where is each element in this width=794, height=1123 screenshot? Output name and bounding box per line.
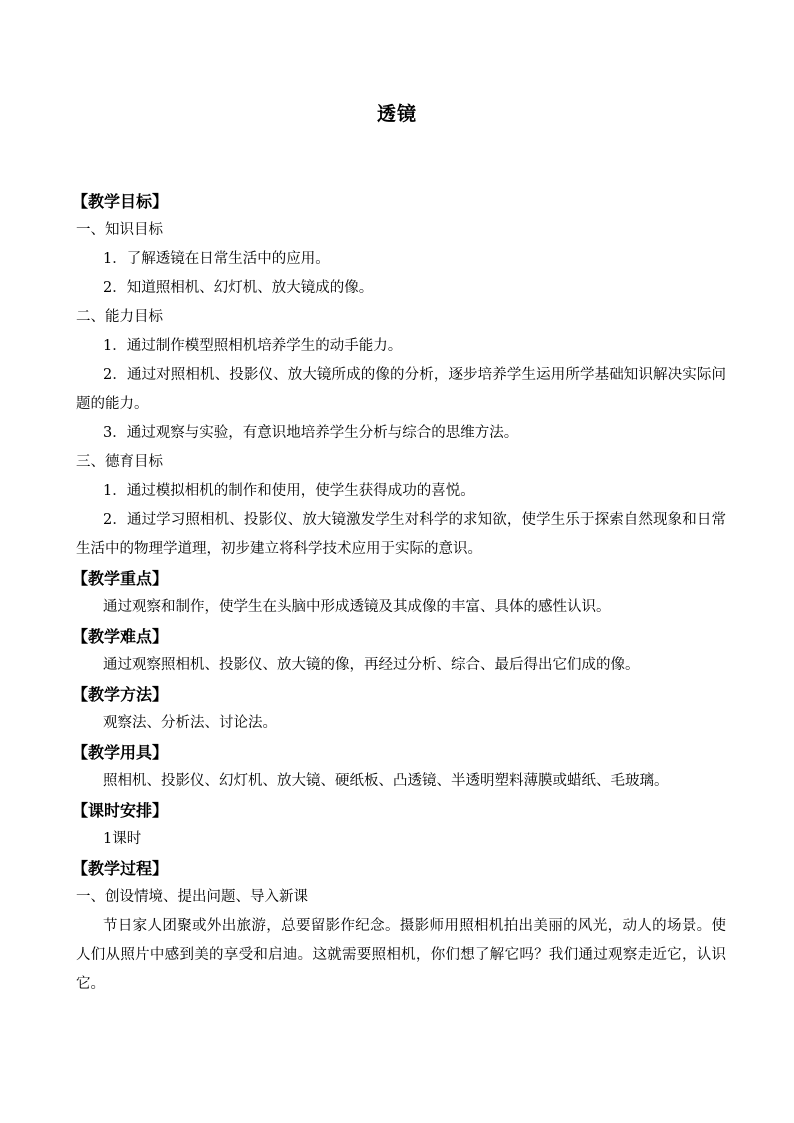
paragraph-process: 节日家人团聚或外出旅游，总要留影作纪念。摄影师用照相机拍出美丽的风光，动人的场景。使人们从照片中感到美的享受和启迪。这就需要照相机，你们想了解它吗？我们通过观察走近它，认识它。 bbox=[76, 918, 726, 992]
paragraph-ability-3: 3．通过观察与实验，有意识地培养学生分析与综合的思维方法。 bbox=[103, 425, 519, 441]
document-body bbox=[72, 187, 726, 999]
paragraph-knowledge-2: 2．知道照相机、幻灯机、放大镜成的像。 bbox=[103, 280, 374, 296]
paragraph-ability-1: 1．通过制作模型照相机培养学生的动手能力。 bbox=[103, 338, 403, 354]
subsection-title-knowledge: 一、知识目标 bbox=[76, 222, 163, 238]
paragraph-knowledge-1: 1．了解透镜在日常生活中的应用。 bbox=[103, 251, 330, 267]
section-heading-focus: 【教学重点】 bbox=[72, 569, 169, 588]
paragraph-method: 观察法、分析法、讨论法。 bbox=[103, 715, 277, 731]
section-heading-schedule: 【课时安排】 bbox=[72, 801, 169, 820]
paragraph-moral-2: 2．通过学习照相机、投影仪、放大镜激发学生对科学的求知欲，使学生乐于探索自然现象和日常生活中的物理学道理，初步建立将科学技术应用于实际的意识。 bbox=[76, 512, 726, 557]
paragraph-tools: 照相机、投影仪、幻灯机、放大镜、硬纸板、凸透镜、半透明塑料薄膜或蜡纸、毛玻璃。 bbox=[103, 773, 669, 789]
paragraph-ability-2: 2．通过对照相机、投影仪、放大镜所成的像的分析，逐步培养学生运用所学基础知识解决实际问题的能力。 bbox=[76, 367, 726, 412]
section-heading-goals: 【教学目标】 bbox=[72, 192, 169, 211]
section-heading-method: 【教学方法】 bbox=[72, 685, 169, 704]
document-title: 透镜 bbox=[376, 103, 417, 125]
subsection-title-process: 一、创设情境、提出问题、导入新课 bbox=[76, 889, 308, 905]
paragraph-schedule: 1课时 bbox=[103, 831, 142, 847]
paragraph-difficulty: 通过观察照相机、投影仪、放大镜的像，再经过分析、综合、最后得出它们成的像。 bbox=[103, 657, 640, 673]
subsection-title-moral: 三、德育目标 bbox=[76, 454, 163, 470]
section-heading-process: 【教学过程】 bbox=[72, 859, 169, 878]
section-heading-difficulty: 【教学难点】 bbox=[72, 627, 169, 646]
subsection-title-ability: 二、能力目标 bbox=[76, 309, 163, 325]
section-heading-tools: 【教学用具】 bbox=[72, 743, 169, 762]
paragraph-moral-1: 1．通过模拟相机的制作和使用，使学生获得成功的喜悦。 bbox=[103, 483, 475, 499]
paragraph-focus: 通过观察和制作，使学生在头脑中形成透镜及其成像的丰富、具体的感性认识。 bbox=[103, 599, 611, 615]
